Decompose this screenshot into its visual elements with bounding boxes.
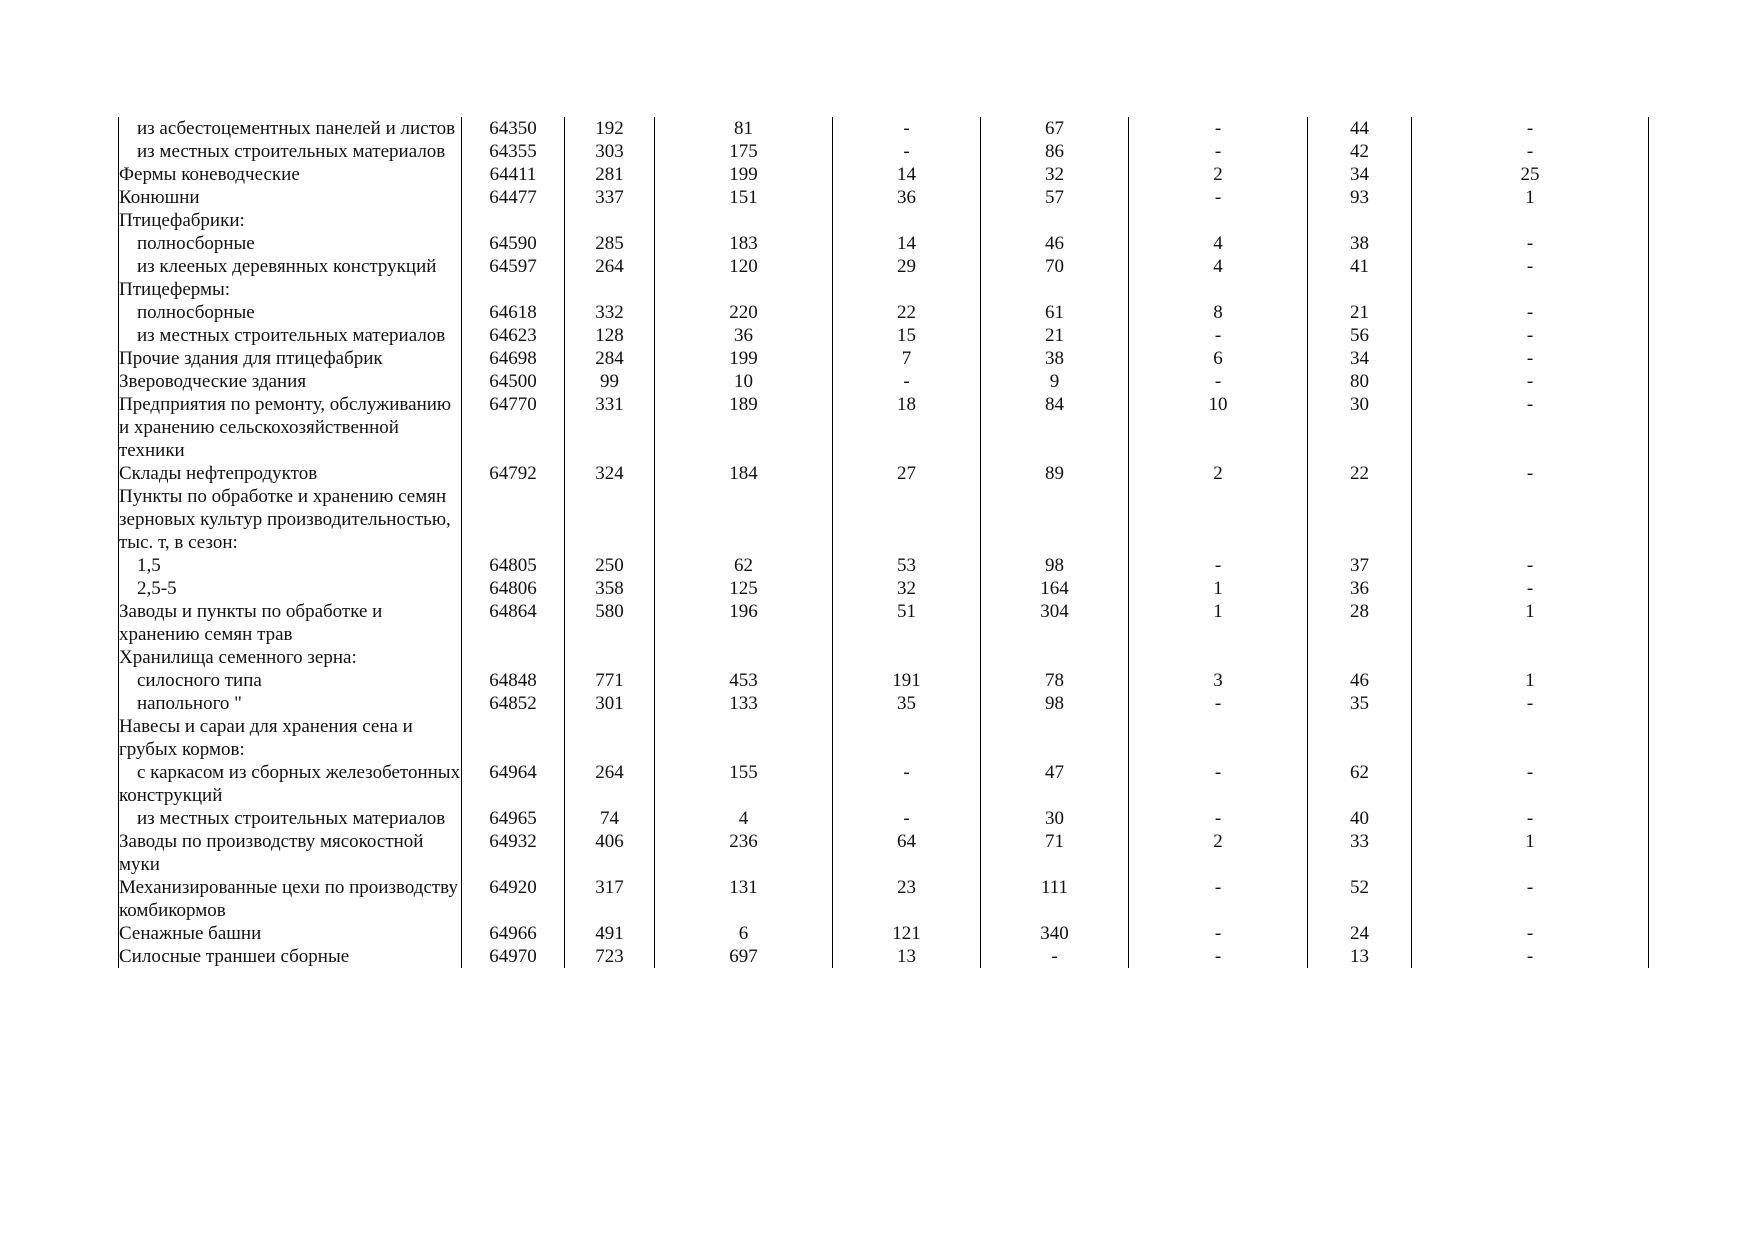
row-value: 120 [655, 255, 833, 278]
row-value: 199 [655, 347, 833, 370]
row-label: Птицефермы: [119, 278, 462, 301]
row-value: 220 [655, 301, 833, 324]
row-value [1412, 646, 1649, 669]
row-value: 64792 [462, 462, 565, 485]
row-value: 34 [1308, 163, 1412, 186]
row-label: Предприятия по ремонту, обслуживанию и хранению сельскохозяйственной техники [119, 393, 462, 462]
row-value: 18 [833, 393, 981, 462]
table-row [119, 370, 1649, 393]
row-label: из местных строительных материалов [119, 807, 462, 830]
row-value: 406 [565, 830, 655, 876]
table-row [119, 324, 1649, 347]
row-value [1129, 715, 1308, 761]
row-value: 64597 [462, 255, 565, 278]
row-value: 28 [1308, 600, 1412, 646]
table-row [119, 807, 1649, 830]
row-value: 301 [565, 692, 655, 715]
row-value: 78 [981, 669, 1129, 692]
row-value: - [1129, 692, 1308, 715]
row-value: 14 [833, 232, 981, 255]
row-value [1412, 715, 1649, 761]
row-label: 2,5-5 [119, 577, 462, 600]
row-value: 64965 [462, 807, 565, 830]
table-row [119, 876, 1649, 922]
row-value [1412, 209, 1649, 232]
row-label: Прочие здания для птицефабрик [119, 347, 462, 370]
row-value: 453 [655, 669, 833, 692]
row-label: Склады нефтепродуктов [119, 462, 462, 485]
row-value: - [1129, 945, 1308, 968]
table-row [119, 945, 1649, 968]
row-value: 71 [981, 830, 1129, 876]
row-value: 23 [833, 876, 981, 922]
row-value [655, 715, 833, 761]
row-value: - [1129, 186, 1308, 209]
row-value [462, 278, 565, 301]
row-value: 2 [1129, 830, 1308, 876]
row-label: из асбестоцементных панелей и листов [119, 117, 462, 140]
row-value [833, 646, 981, 669]
row-value: 8 [1129, 301, 1308, 324]
row-value: 64920 [462, 876, 565, 922]
row-value: 64590 [462, 232, 565, 255]
row-value: 64932 [462, 830, 565, 876]
row-value: 14 [833, 163, 981, 186]
table-row [119, 393, 1649, 462]
row-value [1129, 278, 1308, 301]
row-value: 164 [981, 577, 1129, 600]
row-value: 21 [981, 324, 1129, 347]
row-value: - [1412, 347, 1649, 370]
table-body [119, 117, 1649, 968]
row-value [833, 278, 981, 301]
row-value: 317 [565, 876, 655, 922]
row-label: Хранилища семенного зерна: [119, 646, 462, 669]
row-value: - [1129, 554, 1308, 577]
row-value: 337 [565, 186, 655, 209]
row-value: 38 [1308, 232, 1412, 255]
row-value: 13 [1308, 945, 1412, 968]
table-row [119, 692, 1649, 715]
row-value: 36 [1308, 577, 1412, 600]
row-value: 2 [1129, 163, 1308, 186]
row-value [1308, 715, 1412, 761]
table-row [119, 646, 1649, 669]
row-value [565, 278, 655, 301]
row-value: 64806 [462, 577, 565, 600]
row-value: 3 [1129, 669, 1308, 692]
row-value [833, 209, 981, 232]
row-value [1308, 278, 1412, 301]
row-value: 46 [981, 232, 1129, 255]
row-value: - [1412, 807, 1649, 830]
table-row [119, 485, 1649, 554]
row-value: - [1412, 117, 1649, 140]
row-value: 99 [565, 370, 655, 393]
row-value [1308, 485, 1412, 554]
row-value: 70 [981, 255, 1129, 278]
row-value [565, 715, 655, 761]
row-value: 84 [981, 393, 1129, 462]
table-row [119, 600, 1649, 646]
row-value: - [1129, 761, 1308, 807]
row-value: 21 [1308, 301, 1412, 324]
row-value: 284 [565, 347, 655, 370]
row-value: - [1412, 393, 1649, 462]
row-value [981, 646, 1129, 669]
row-value: 4 [655, 807, 833, 830]
row-value: 30 [1308, 393, 1412, 462]
row-value: 723 [565, 945, 655, 968]
row-value: 340 [981, 922, 1129, 945]
row-value [462, 646, 565, 669]
row-value [462, 209, 565, 232]
table-row [119, 669, 1649, 692]
row-value: - [833, 761, 981, 807]
table-row [119, 163, 1649, 186]
row-value: 199 [655, 163, 833, 186]
row-value: 86 [981, 140, 1129, 163]
row-value: 32 [981, 163, 1129, 186]
row-value: 250 [565, 554, 655, 577]
row-value: 1 [1412, 186, 1649, 209]
row-value: - [1129, 140, 1308, 163]
row-value [1308, 646, 1412, 669]
row-value: - [1412, 140, 1649, 163]
row-value [1412, 485, 1649, 554]
row-label: Конюшни [119, 186, 462, 209]
row-value: - [833, 807, 981, 830]
table-row [119, 140, 1649, 163]
row-value [655, 646, 833, 669]
row-value: 64500 [462, 370, 565, 393]
row-label: из клееных деревянных конструкций [119, 255, 462, 278]
row-value: 44 [1308, 117, 1412, 140]
row-value: 36 [655, 324, 833, 347]
row-value: 64355 [462, 140, 565, 163]
table-row [119, 922, 1649, 945]
row-value: 37 [1308, 554, 1412, 577]
row-value: 64848 [462, 669, 565, 692]
row-value: 303 [565, 140, 655, 163]
row-value [833, 715, 981, 761]
row-value: 64698 [462, 347, 565, 370]
row-value: - [1412, 692, 1649, 715]
row-value: - [1412, 232, 1649, 255]
row-value: - [1412, 876, 1649, 922]
row-value: 98 [981, 554, 1129, 577]
row-value: 580 [565, 600, 655, 646]
row-value: 64411 [462, 163, 565, 186]
row-value: - [1412, 324, 1649, 347]
table-row [119, 715, 1649, 761]
row-label: Фермы коневодческие [119, 163, 462, 186]
row-value: 324 [565, 462, 655, 485]
row-value: - [1129, 117, 1308, 140]
row-value [1129, 485, 1308, 554]
row-value: 13 [833, 945, 981, 968]
table-row [119, 347, 1649, 370]
row-value: 81 [655, 117, 833, 140]
row-value: 264 [565, 255, 655, 278]
row-value: 64966 [462, 922, 565, 945]
row-value: 61 [981, 301, 1129, 324]
row-value: - [1412, 462, 1649, 485]
row-value: 183 [655, 232, 833, 255]
row-value: 98 [981, 692, 1129, 715]
row-value: 64864 [462, 600, 565, 646]
row-value: 6 [655, 922, 833, 945]
row-label: Заводы по производству мясокостной муки [119, 830, 462, 876]
row-label: полносборные [119, 301, 462, 324]
row-value: 304 [981, 600, 1129, 646]
row-value: 32 [833, 577, 981, 600]
row-value [981, 485, 1129, 554]
row-label: из местных строительных материалов [119, 140, 462, 163]
row-value: 46 [1308, 669, 1412, 692]
row-value: 64477 [462, 186, 565, 209]
row-value: 121 [833, 922, 981, 945]
row-value: 4 [1129, 255, 1308, 278]
row-value: - [1412, 255, 1649, 278]
row-value: - [981, 945, 1129, 968]
row-value [981, 715, 1129, 761]
row-value: 236 [655, 830, 833, 876]
row-value: 62 [655, 554, 833, 577]
row-value: 125 [655, 577, 833, 600]
row-value [655, 278, 833, 301]
row-value: 22 [833, 301, 981, 324]
row-value: 30 [981, 807, 1129, 830]
row-value [462, 715, 565, 761]
row-value [833, 485, 981, 554]
table-row [119, 761, 1649, 807]
row-value: 64623 [462, 324, 565, 347]
row-value: 2 [1129, 462, 1308, 485]
row-value: 53 [833, 554, 981, 577]
row-value: 184 [655, 462, 833, 485]
row-label: Механизированные цехи по производству комбикормов [119, 876, 462, 922]
row-value: - [1129, 324, 1308, 347]
row-value: - [1412, 554, 1649, 577]
row-value: 15 [833, 324, 981, 347]
row-label: 1,5 [119, 554, 462, 577]
row-value: 155 [655, 761, 833, 807]
row-value: 133 [655, 692, 833, 715]
row-value: 52 [1308, 876, 1412, 922]
row-value: 196 [655, 600, 833, 646]
row-value: 56 [1308, 324, 1412, 347]
row-label: Звероводческие здания [119, 370, 462, 393]
row-value: 491 [565, 922, 655, 945]
row-value: 24 [1308, 922, 1412, 945]
row-value: 192 [565, 117, 655, 140]
row-value: 111 [981, 876, 1129, 922]
table-row [119, 232, 1649, 255]
row-value: 64 [833, 830, 981, 876]
row-value: - [1412, 761, 1649, 807]
row-value: 285 [565, 232, 655, 255]
row-value: - [1412, 945, 1649, 968]
row-value: - [833, 117, 981, 140]
row-value [981, 278, 1129, 301]
table-row [119, 186, 1649, 209]
row-value: 189 [655, 393, 833, 462]
table-row [119, 278, 1649, 301]
row-value: 151 [655, 186, 833, 209]
row-value: 67 [981, 117, 1129, 140]
row-label: Силосные траншеи сборные [119, 945, 462, 968]
row-value: 1 [1412, 669, 1649, 692]
row-value: - [1129, 807, 1308, 830]
row-value [565, 646, 655, 669]
row-value [655, 209, 833, 232]
row-value: 331 [565, 393, 655, 462]
row-value: 1 [1412, 600, 1649, 646]
table-row [119, 209, 1649, 232]
row-value: - [1412, 370, 1649, 393]
row-value: 10 [655, 370, 833, 393]
row-label: с каркасом из сборных железобетонных конструкций [119, 762, 461, 806]
row-value: 36 [833, 186, 981, 209]
row-value: 57 [981, 186, 1129, 209]
table-row [119, 255, 1649, 278]
row-value: 40 [1308, 807, 1412, 830]
row-value: - [1129, 922, 1308, 945]
row-value: 35 [833, 692, 981, 715]
row-label: Сенажные башни [119, 922, 462, 945]
row-value: - [1412, 577, 1649, 600]
row-label: Заводы и пункты по обработке и хранению семян трав [119, 600, 462, 646]
row-value: 62 [1308, 761, 1412, 807]
row-value: 1 [1129, 600, 1308, 646]
row-label: полносборные [119, 232, 462, 255]
data-table [118, 117, 1649, 968]
row-value: 80 [1308, 370, 1412, 393]
row-value: 175 [655, 140, 833, 163]
row-value: 64618 [462, 301, 565, 324]
row-value [981, 209, 1129, 232]
row-value: 358 [565, 577, 655, 600]
row-label: Пункты по обработке и хранению семян зерновых культур производительностью, тыс. т, в сезон: [119, 485, 462, 554]
row-value: 332 [565, 301, 655, 324]
row-value: 27 [833, 462, 981, 485]
row-value: 6 [1129, 347, 1308, 370]
row-value: 128 [565, 324, 655, 347]
row-value: - [833, 140, 981, 163]
row-value: 42 [1308, 140, 1412, 163]
row-value: 29 [833, 255, 981, 278]
table-row [119, 301, 1649, 324]
row-value: 64970 [462, 945, 565, 968]
row-value: 4 [1129, 232, 1308, 255]
table-row [119, 577, 1649, 600]
row-value: - [1412, 301, 1649, 324]
row-value: - [1412, 922, 1649, 945]
row-value: - [833, 370, 981, 393]
row-label: Птицефабрики: [119, 209, 462, 232]
row-value: 64805 [462, 554, 565, 577]
table-row [119, 830, 1649, 876]
row-value: 64964 [462, 761, 565, 807]
row-value: 64350 [462, 117, 565, 140]
row-value: 33 [1308, 830, 1412, 876]
row-value [565, 485, 655, 554]
row-value [1308, 209, 1412, 232]
row-label: силосного типа [119, 669, 462, 692]
row-value: - [1129, 876, 1308, 922]
row-value: 35 [1308, 692, 1412, 715]
row-value: 191 [833, 669, 981, 692]
row-value: 51 [833, 600, 981, 646]
row-label: Навесы и сараи для хранения сена и грубых кормов: [119, 715, 462, 761]
row-value: 38 [981, 347, 1129, 370]
row-value: 41 [1308, 255, 1412, 278]
row-value: 34 [1308, 347, 1412, 370]
row-value: 264 [565, 761, 655, 807]
row-value: 131 [655, 876, 833, 922]
row-value: 281 [565, 163, 655, 186]
row-value: - [1129, 370, 1308, 393]
row-value [1129, 646, 1308, 669]
row-value: 74 [565, 807, 655, 830]
row-value: 89 [981, 462, 1129, 485]
row-value: 22 [1308, 462, 1412, 485]
row-value: 771 [565, 669, 655, 692]
row-value: 64770 [462, 393, 565, 462]
table-row [119, 117, 1649, 140]
row-value: 47 [981, 761, 1129, 807]
row-value [565, 209, 655, 232]
row-value: 25 [1412, 163, 1649, 186]
row-value [655, 485, 833, 554]
table-row [119, 462, 1649, 485]
row-value: 1 [1412, 830, 1649, 876]
row-value: 93 [1308, 186, 1412, 209]
row-value: 10 [1129, 393, 1308, 462]
row-value: 697 [655, 945, 833, 968]
row-value [1129, 209, 1308, 232]
table-row [119, 554, 1649, 577]
row-value [1412, 278, 1649, 301]
row-value [462, 485, 565, 554]
row-value: 64852 [462, 692, 565, 715]
row-value: 7 [833, 347, 981, 370]
row-label: напольного " [119, 692, 462, 715]
row-value: 1 [1129, 577, 1308, 600]
row-label: из местных строительных материалов [119, 324, 462, 347]
row-value: 9 [981, 370, 1129, 393]
